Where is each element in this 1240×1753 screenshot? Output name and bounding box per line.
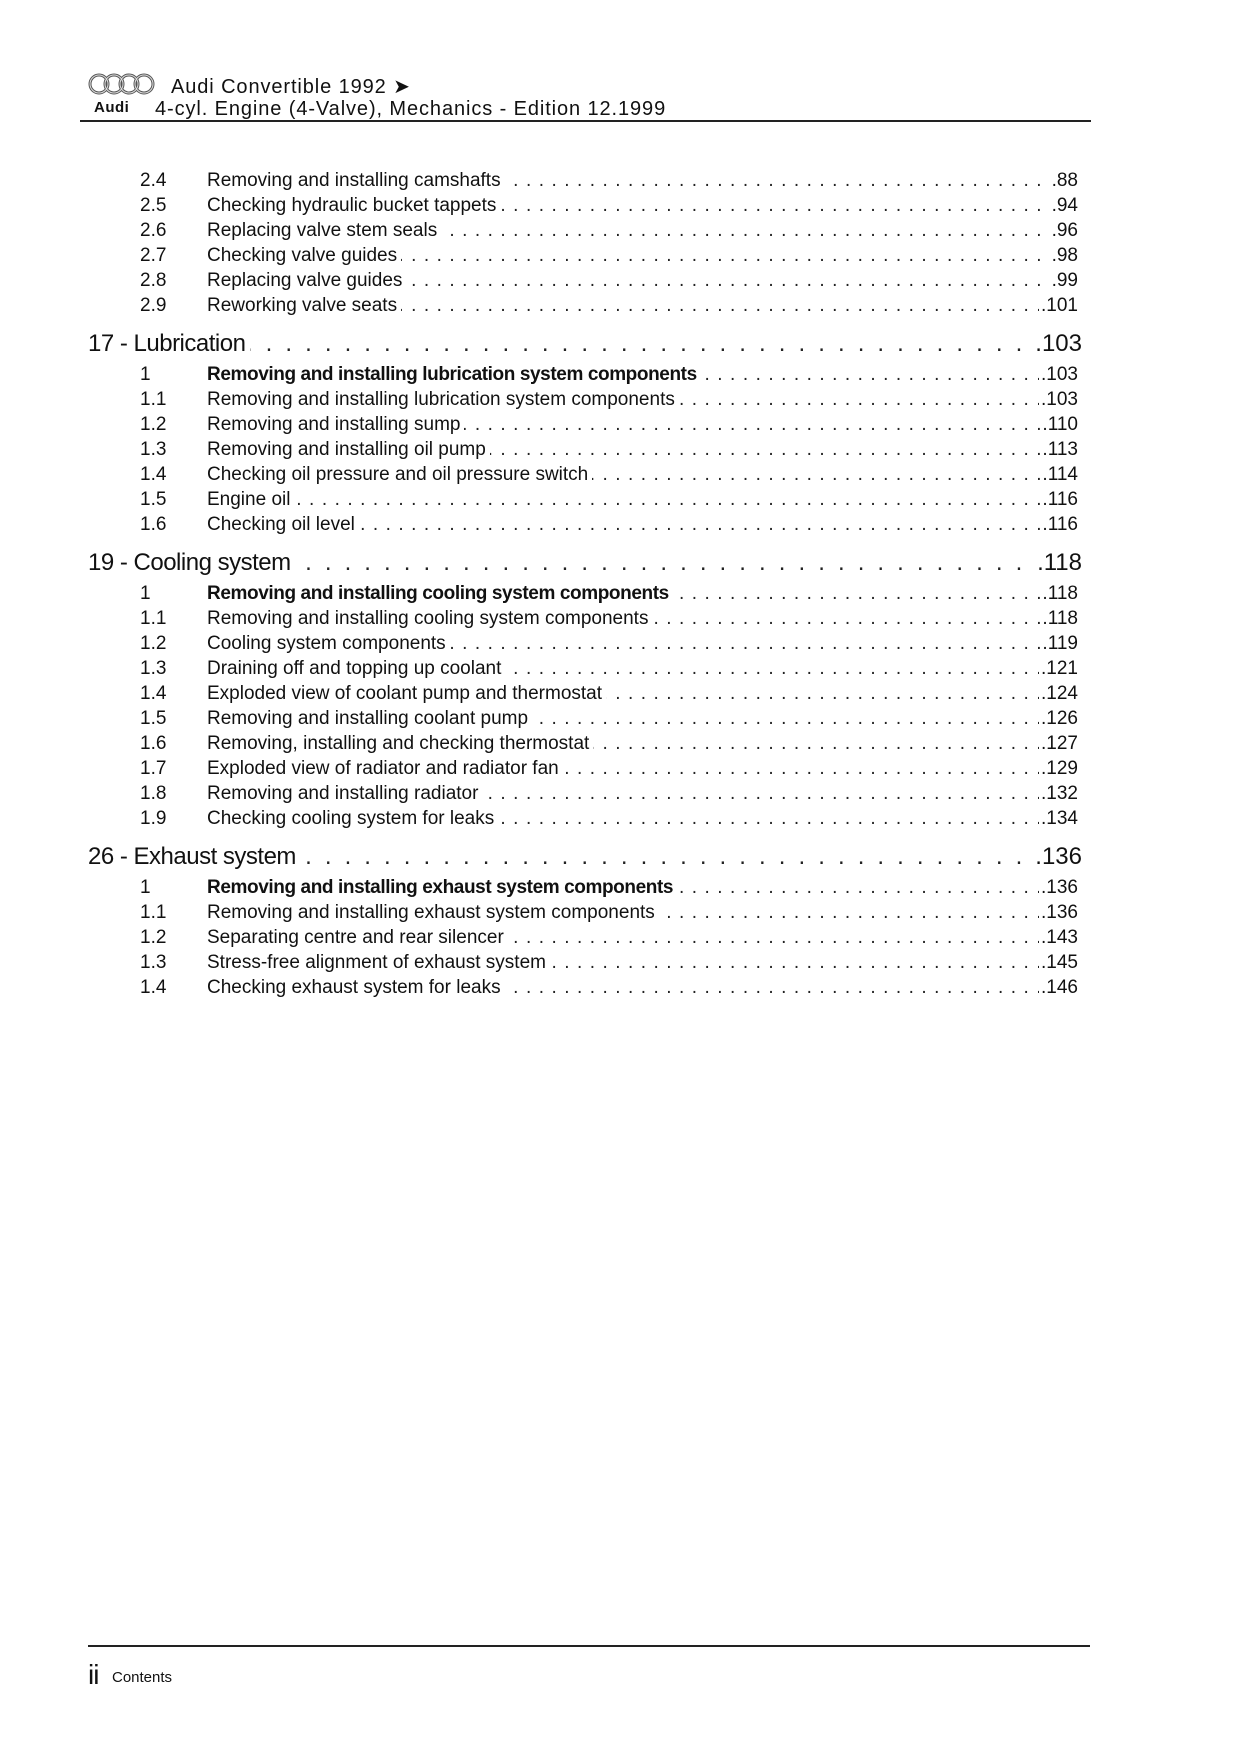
entry-leader bbox=[207, 900, 1078, 925]
audi-wordmark: Audi bbox=[94, 99, 130, 116]
entry-title[interactable]: Replacing valve guides bbox=[207, 270, 406, 291]
entry-leader bbox=[207, 581, 1078, 606]
entry-leader bbox=[207, 656, 1078, 681]
header-divider bbox=[80, 120, 1091, 122]
toc-entry[interactable] bbox=[0, 950, 1240, 975]
entry-title[interactable]: Removing and installing lubrication system components bbox=[207, 389, 679, 410]
page-number: ii bbox=[88, 1659, 99, 1690]
chapter-page-number[interactable]: . 118 bbox=[1035, 545, 1082, 581]
entry-number: 1.1 bbox=[140, 608, 167, 629]
entry-page-number[interactable]: . 99 bbox=[1050, 268, 1078, 293]
chapter-title[interactable]: 26 - Exhaust system bbox=[88, 843, 301, 870]
toc-entry[interactable] bbox=[0, 731, 1240, 756]
toc-entry[interactable] bbox=[0, 631, 1240, 656]
toc-entry[interactable] bbox=[0, 681, 1240, 706]
entry-title[interactable]: Engine oil bbox=[207, 489, 294, 510]
entry-leader bbox=[207, 437, 1078, 462]
entry-page-number[interactable]: . 126 bbox=[1039, 706, 1078, 731]
entry-leader bbox=[207, 462, 1078, 487]
entry-leader bbox=[207, 362, 1078, 387]
entry-number: 2.4 bbox=[140, 170, 167, 191]
entry-title[interactable]: Removing and installing sump bbox=[207, 414, 464, 435]
entry-number: 1.3 bbox=[140, 658, 167, 679]
entry-title[interactable]: Replacing valve stem seals bbox=[207, 220, 441, 241]
toc-entry[interactable] bbox=[0, 387, 1240, 412]
entry-leader bbox=[207, 731, 1078, 756]
entry-number: 1.7 bbox=[140, 758, 167, 779]
entry-title[interactable]: Removing and installing oil pump bbox=[207, 439, 490, 460]
entry-leader bbox=[207, 756, 1078, 781]
entry-title[interactable]: Checking oil level bbox=[207, 514, 359, 535]
entry-title[interactable]: Removing and installing lubrication system components bbox=[207, 364, 701, 385]
entry-title[interactable]: Removing and installing exhaust system components bbox=[207, 877, 677, 898]
entry-page-number[interactable]: . 101 bbox=[1039, 293, 1078, 318]
entry-title[interactable]: Removing and installing radiator bbox=[207, 783, 482, 804]
toc-entry[interactable] bbox=[0, 362, 1240, 387]
footer-divider bbox=[88, 1645, 1090, 1647]
entry-title[interactable]: Removing and installing camshafts bbox=[207, 170, 505, 191]
entry-title[interactable]: Removing and installing coolant pump bbox=[207, 708, 532, 729]
entry-page-number[interactable]: . 134 bbox=[1039, 806, 1078, 831]
entry-leader bbox=[207, 681, 1078, 706]
entry-page-number[interactable]: . 127 bbox=[1039, 731, 1078, 756]
entry-number: 1.4 bbox=[140, 464, 167, 485]
audi-logo bbox=[88, 72, 156, 118]
entry-leader bbox=[207, 168, 1078, 193]
toc-chapter-heading[interactable] bbox=[0, 326, 1240, 362]
entry-number: 2.9 bbox=[140, 295, 167, 316]
entry-page-number[interactable]: . 118 bbox=[1040, 581, 1078, 606]
chapter-leader bbox=[88, 545, 1082, 581]
entry-page-number[interactable]: . 94 bbox=[1050, 193, 1078, 218]
chapter-page-number[interactable]: . 136 bbox=[1033, 839, 1082, 875]
entry-leader bbox=[207, 950, 1078, 975]
entry-title[interactable]: Exploded view of coolant pump and thermostat bbox=[207, 683, 606, 704]
entry-number: 1.4 bbox=[140, 977, 167, 998]
entry-title[interactable]: Checking valve guides bbox=[207, 245, 401, 266]
toc-entry[interactable] bbox=[0, 581, 1240, 606]
entry-number: 2.5 bbox=[140, 195, 167, 216]
entry-leader bbox=[207, 631, 1078, 656]
entry-page-number[interactable]: . 146 bbox=[1039, 975, 1078, 1000]
chapter-leader bbox=[88, 326, 1082, 362]
toc-entry[interactable] bbox=[0, 218, 1240, 243]
entry-page-number[interactable]: . 116 bbox=[1040, 512, 1078, 537]
entry-page-number[interactable]: . 136 bbox=[1039, 900, 1078, 925]
entry-title[interactable]: Reworking valve seats bbox=[207, 295, 401, 316]
toc-entry[interactable] bbox=[0, 193, 1240, 218]
entry-title[interactable]: Removing and installing exhaust system components bbox=[207, 902, 659, 923]
entry-number: 1.3 bbox=[140, 952, 167, 973]
toc-entry[interactable] bbox=[0, 806, 1240, 831]
toc-entry[interactable] bbox=[0, 268, 1240, 293]
entry-leader bbox=[207, 512, 1078, 537]
toc-entry[interactable] bbox=[0, 168, 1240, 193]
entry-leader bbox=[207, 975, 1078, 1000]
page-header bbox=[88, 72, 1091, 122]
entry-leader bbox=[207, 806, 1078, 831]
entry-title[interactable]: Checking exhaust system for leaks bbox=[207, 977, 505, 998]
entry-page-number[interactable]: . 119 bbox=[1040, 631, 1078, 656]
entry-leader bbox=[207, 706, 1078, 731]
entry-page-number[interactable]: . 116 bbox=[1040, 487, 1078, 512]
toc-entry[interactable] bbox=[0, 462, 1240, 487]
entry-number: 1.2 bbox=[140, 927, 167, 948]
entry-number: 1.5 bbox=[140, 708, 167, 729]
chapter-title[interactable]: 19 - Cooling system bbox=[88, 549, 296, 576]
audi-rings-icon bbox=[88, 72, 156, 98]
toc-entry[interactable] bbox=[0, 487, 1240, 512]
entry-leader bbox=[207, 875, 1078, 900]
table-of-contents bbox=[0, 168, 1240, 1000]
entry-page-number[interactable]: . 88 bbox=[1050, 168, 1078, 193]
entry-leader bbox=[207, 218, 1078, 243]
entry-title[interactable]: Cooling system components bbox=[207, 633, 450, 654]
entry-page-number[interactable]: . 121 bbox=[1039, 656, 1078, 681]
entry-page-number[interactable]: . 136 bbox=[1039, 875, 1078, 900]
chapter-leader bbox=[88, 839, 1082, 875]
entry-number: 1.5 bbox=[140, 489, 167, 510]
entry-number: 1.4 bbox=[140, 683, 167, 704]
entry-page-number[interactable]: . 132 bbox=[1039, 781, 1078, 806]
entry-leader bbox=[207, 387, 1078, 412]
entry-title[interactable]: Separating centre and rear silencer bbox=[207, 927, 508, 948]
entry-title[interactable]: Checking cooling system for leaks bbox=[207, 808, 498, 829]
section-label: Contents bbox=[112, 1669, 173, 1686]
toc-chapter-heading[interactable] bbox=[0, 545, 1240, 581]
entry-page-number[interactable]: . 98 bbox=[1050, 243, 1078, 268]
toc-entry[interactable] bbox=[0, 925, 1240, 950]
entry-leader bbox=[207, 925, 1078, 950]
entry-leader bbox=[207, 781, 1078, 806]
entry-number: 2.8 bbox=[140, 270, 167, 291]
entry-number: 1.1 bbox=[140, 902, 167, 923]
toc-entry[interactable] bbox=[0, 900, 1240, 925]
document-subtitle: 4-cyl. Engine (4-Valve), Mechanics - Edition 12.1999 bbox=[155, 98, 667, 120]
toc-entry[interactable] bbox=[0, 781, 1240, 806]
entry-leader bbox=[207, 193, 1078, 218]
entry-leader bbox=[207, 243, 1078, 268]
entry-number: 1.2 bbox=[140, 633, 167, 654]
entry-title[interactable]: Removing and installing cooling system components bbox=[207, 583, 673, 604]
chapter-page-number[interactable]: . 103 bbox=[1033, 326, 1082, 362]
entry-title[interactable]: Checking hydraulic bucket tappets bbox=[207, 195, 500, 216]
entry-number: 2.7 bbox=[140, 245, 167, 266]
document-title: Audi Convertible 1992 ➤ bbox=[171, 76, 411, 98]
chapter-title[interactable]: 17 - Lubrication bbox=[88, 330, 250, 357]
entry-page-number[interactable]: . 103 bbox=[1039, 387, 1078, 412]
entry-page-number[interactable]: . 103 bbox=[1039, 362, 1078, 387]
entry-number: 1 bbox=[140, 583, 151, 604]
toc-entry[interactable] bbox=[0, 706, 1240, 731]
entry-number: 1.6 bbox=[140, 733, 167, 754]
toc-entry[interactable] bbox=[0, 243, 1240, 268]
entry-number: 1.6 bbox=[140, 514, 167, 535]
toc-entry[interactable] bbox=[0, 875, 1240, 900]
entry-page-number[interactable]: . 124 bbox=[1039, 681, 1078, 706]
entry-page-number[interactable]: . 110 bbox=[1040, 412, 1078, 437]
entry-number: 1.2 bbox=[140, 414, 167, 435]
entry-page-number[interactable]: . 143 bbox=[1039, 925, 1078, 950]
toc-entry[interactable] bbox=[0, 756, 1240, 781]
entry-number: 1 bbox=[140, 364, 151, 385]
toc-entry[interactable] bbox=[0, 975, 1240, 1000]
entry-leader bbox=[207, 293, 1078, 318]
toc-entry[interactable] bbox=[0, 606, 1240, 631]
entry-leader bbox=[207, 606, 1078, 631]
entry-number: 1.8 bbox=[140, 783, 167, 804]
toc-entry[interactable] bbox=[0, 293, 1240, 318]
entry-title[interactable]: Stress-free alignment of exhaust system bbox=[207, 952, 550, 973]
entry-title[interactable]: Exploded view of radiator and radiator fan bbox=[207, 758, 563, 779]
entry-title[interactable]: Draining off and topping up coolant bbox=[207, 658, 505, 679]
entry-number: 1.1 bbox=[140, 389, 167, 410]
entry-leader bbox=[207, 487, 1078, 512]
entry-page-number[interactable]: . 145 bbox=[1039, 950, 1078, 975]
entry-page-number[interactable]: . 114 bbox=[1040, 462, 1078, 487]
entry-number: 1 bbox=[140, 877, 151, 898]
entry-number: 1.3 bbox=[140, 439, 167, 460]
toc-chapter-heading[interactable] bbox=[0, 839, 1240, 875]
entry-title[interactable]: Checking oil pressure and oil pressure switch bbox=[207, 464, 592, 485]
toc-entry[interactable] bbox=[0, 512, 1240, 537]
entry-leader bbox=[207, 268, 1078, 293]
entry-page-number[interactable]: . 113 bbox=[1040, 437, 1078, 462]
entry-number: 1.9 bbox=[140, 808, 167, 829]
entry-title[interactable]: Removing, installing and checking thermostat bbox=[207, 733, 593, 754]
entry-leader bbox=[207, 412, 1078, 437]
toc-entry[interactable] bbox=[0, 656, 1240, 681]
entry-number: 2.6 bbox=[140, 220, 167, 241]
entry-page-number[interactable]: . 129 bbox=[1039, 756, 1078, 781]
entry-title[interactable]: Removing and installing cooling system components bbox=[207, 608, 652, 629]
entry-page-number[interactable]: . 96 bbox=[1050, 218, 1078, 243]
entry-page-number[interactable]: . 118 bbox=[1040, 606, 1078, 631]
toc-entry[interactable] bbox=[0, 437, 1240, 462]
toc-entry[interactable] bbox=[0, 412, 1240, 437]
